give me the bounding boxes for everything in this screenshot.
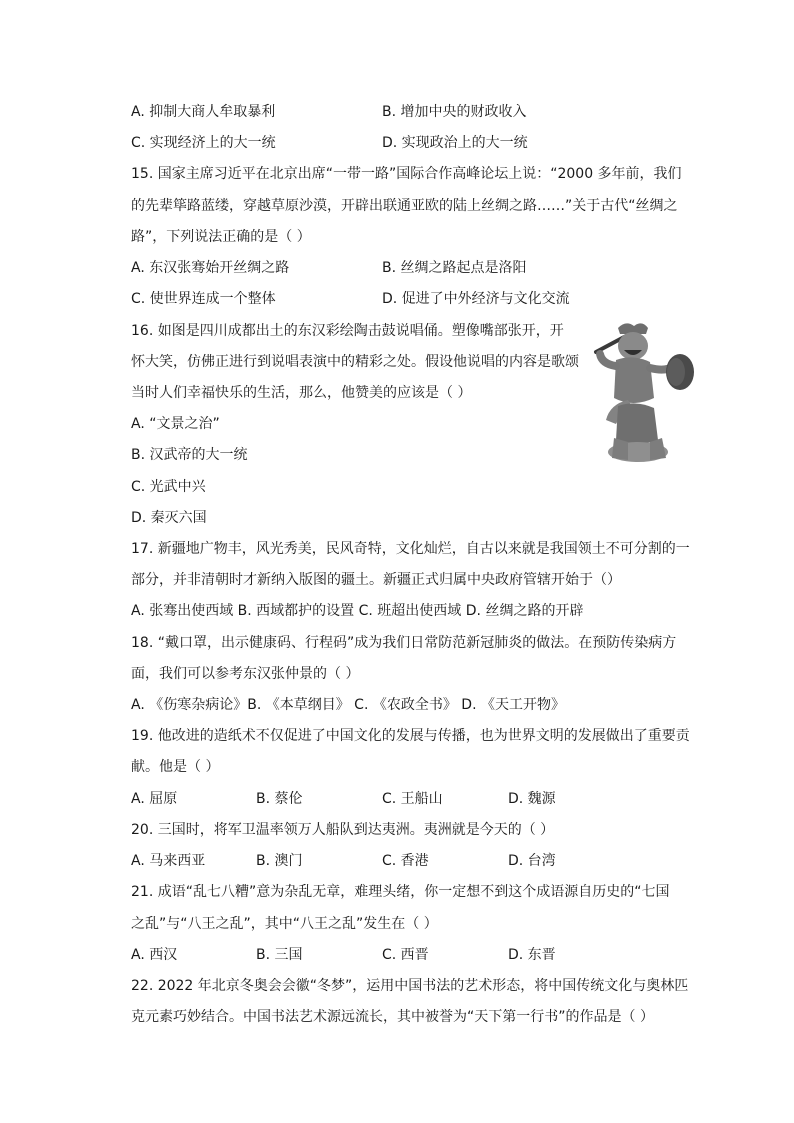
drummer-figurine-icon [588, 320, 698, 468]
q20-option-d: D. 台湾 [508, 853, 556, 869]
q21-option-b: B. 三国 [256, 947, 303, 963]
q19-option-b: B. 蔡伦 [256, 791, 303, 807]
q16-stem-line-2: 怀大笑，仿佛正进行到说唱表演中的精彩之处。假设他说唱的内容是歌颂 [131, 354, 579, 370]
q19-option-a: A. 屈原 [131, 791, 178, 807]
q15-option-d: D. 促进了中外经济与文化交流 [382, 291, 570, 307]
q21-stem-line-1: 21. 成语“乱七八糟”意为杂乱无章，难理头绪，你一定想不到这个成语源自历史的“七国 [131, 884, 670, 900]
q17-stem-line-1: 17. 新疆地广物丰，风光秀美，民风奇特，文化灿烂，自古以来就是我国领土不可分割的一 [131, 541, 690, 557]
q15-stem-line-2: 的先辈筚路蓝缕，穿越草原沙漠，开辟出联通亚欧的陆上丝绸之路……”关于古代“丝绸之 [131, 198, 678, 214]
q16-option-b: B. 汉武帝的大一统 [131, 447, 248, 463]
q20-option-b: B. 澳门 [256, 853, 303, 869]
q16-option-a: A. “文景之治” [131, 416, 220, 432]
q20-stem-line-1: 20. 三国时，将军卫温率领万人船队到达夷洲。夷洲就是今天的（ ） [131, 822, 555, 838]
q21-option-a: A. 西汉 [131, 947, 178, 963]
q19-stem-line-2: 献。他是（ ） [131, 759, 220, 775]
q18-options: A. 《伤寒杂病论》B. 《本草纲目》 C. 《农政全书》 D. 《天工开物》 [131, 697, 565, 713]
q16-stem-line-1: 16. 如图是四川成都出土的东汉彩绘陶击鼓说唱俑。塑像嘴部张开，开 [131, 323, 564, 339]
q15-stem-line-1: 15. 国家主席习近平在北京出席“一带一路”国际合作高峰论坛上说：“2000 多年前，我们 [131, 166, 682, 182]
q14-option-a: A. 抑制大商人牟取暴利 [131, 104, 276, 120]
q20-option-a: A. 马来西亚 [131, 853, 206, 869]
q21-option-c: C. 西晋 [382, 947, 429, 963]
q21-stem-line-2: 之乱”与“八王之乱”，其中“八王之乱”发生在（ ） [131, 916, 438, 932]
q19-option-c: C. 王船山 [382, 791, 443, 807]
q18-stem-line-2: 面，我们可以参考东汉张仲景的（ ） [131, 666, 360, 682]
q20-option-c: C. 香港 [382, 853, 429, 869]
q15-stem-line-3: 路”，下列说法正确的是（ ） [131, 229, 311, 245]
q14-option-c: C. 实现经济上的大一统 [131, 135, 276, 151]
q16-option-c: C. 光武中兴 [131, 479, 206, 495]
q15-option-c: C. 使世界连成一个整体 [131, 291, 276, 307]
q21-option-d: D. 东晋 [508, 947, 556, 963]
q17-options: A. 张骞出使西域 B. 西域都护的设置 C. 班超出使西域 D. 丝绸之路的开辟 [131, 603, 584, 619]
q14-option-b: B. 增加中央的财政收入 [382, 104, 527, 120]
q19-option-d: D. 魏源 [508, 791, 556, 807]
q22-stem-line-1: 22. 2022 年北京冬奥会会徽“冬梦”，运用中国书法的艺术形态，将中国传统文化与奥林匹 [131, 978, 689, 994]
q17-stem-line-2: 部分，并非清朝时才新纳入版图的疆土。新疆正式归属中央政府管辖开始于（） [131, 572, 621, 588]
q15-option-a: A. 东汉张骞始开丝绸之路 [131, 260, 290, 276]
q18-stem-line-1: 18. “戴口罩，出示健康码、行程码”成为我们日常防范新冠肺炎的做法。在预防传染病方 [131, 635, 677, 651]
q15-option-b: B. 丝绸之路起点是洛阳 [382, 260, 527, 276]
q22-stem-line-2: 克元素巧妙结合。中国书法艺术源远流长，其中被誉为“天下第一行书”的作品是（ ） [131, 1009, 654, 1025]
q19-stem-line-1: 19. 他改进的造纸术不仅促进了中国文化的发展与传播，也为世界文明的发展做出了重要贡 [131, 728, 690, 744]
q16-option-d: D. 秦灭六国 [131, 510, 207, 526]
q16-stem-line-3: 当时人们幸福快乐的生活，那么，他赞美的应该是（ ） [131, 385, 472, 401]
q14-option-d: D. 实现政治上的大一统 [382, 135, 528, 151]
